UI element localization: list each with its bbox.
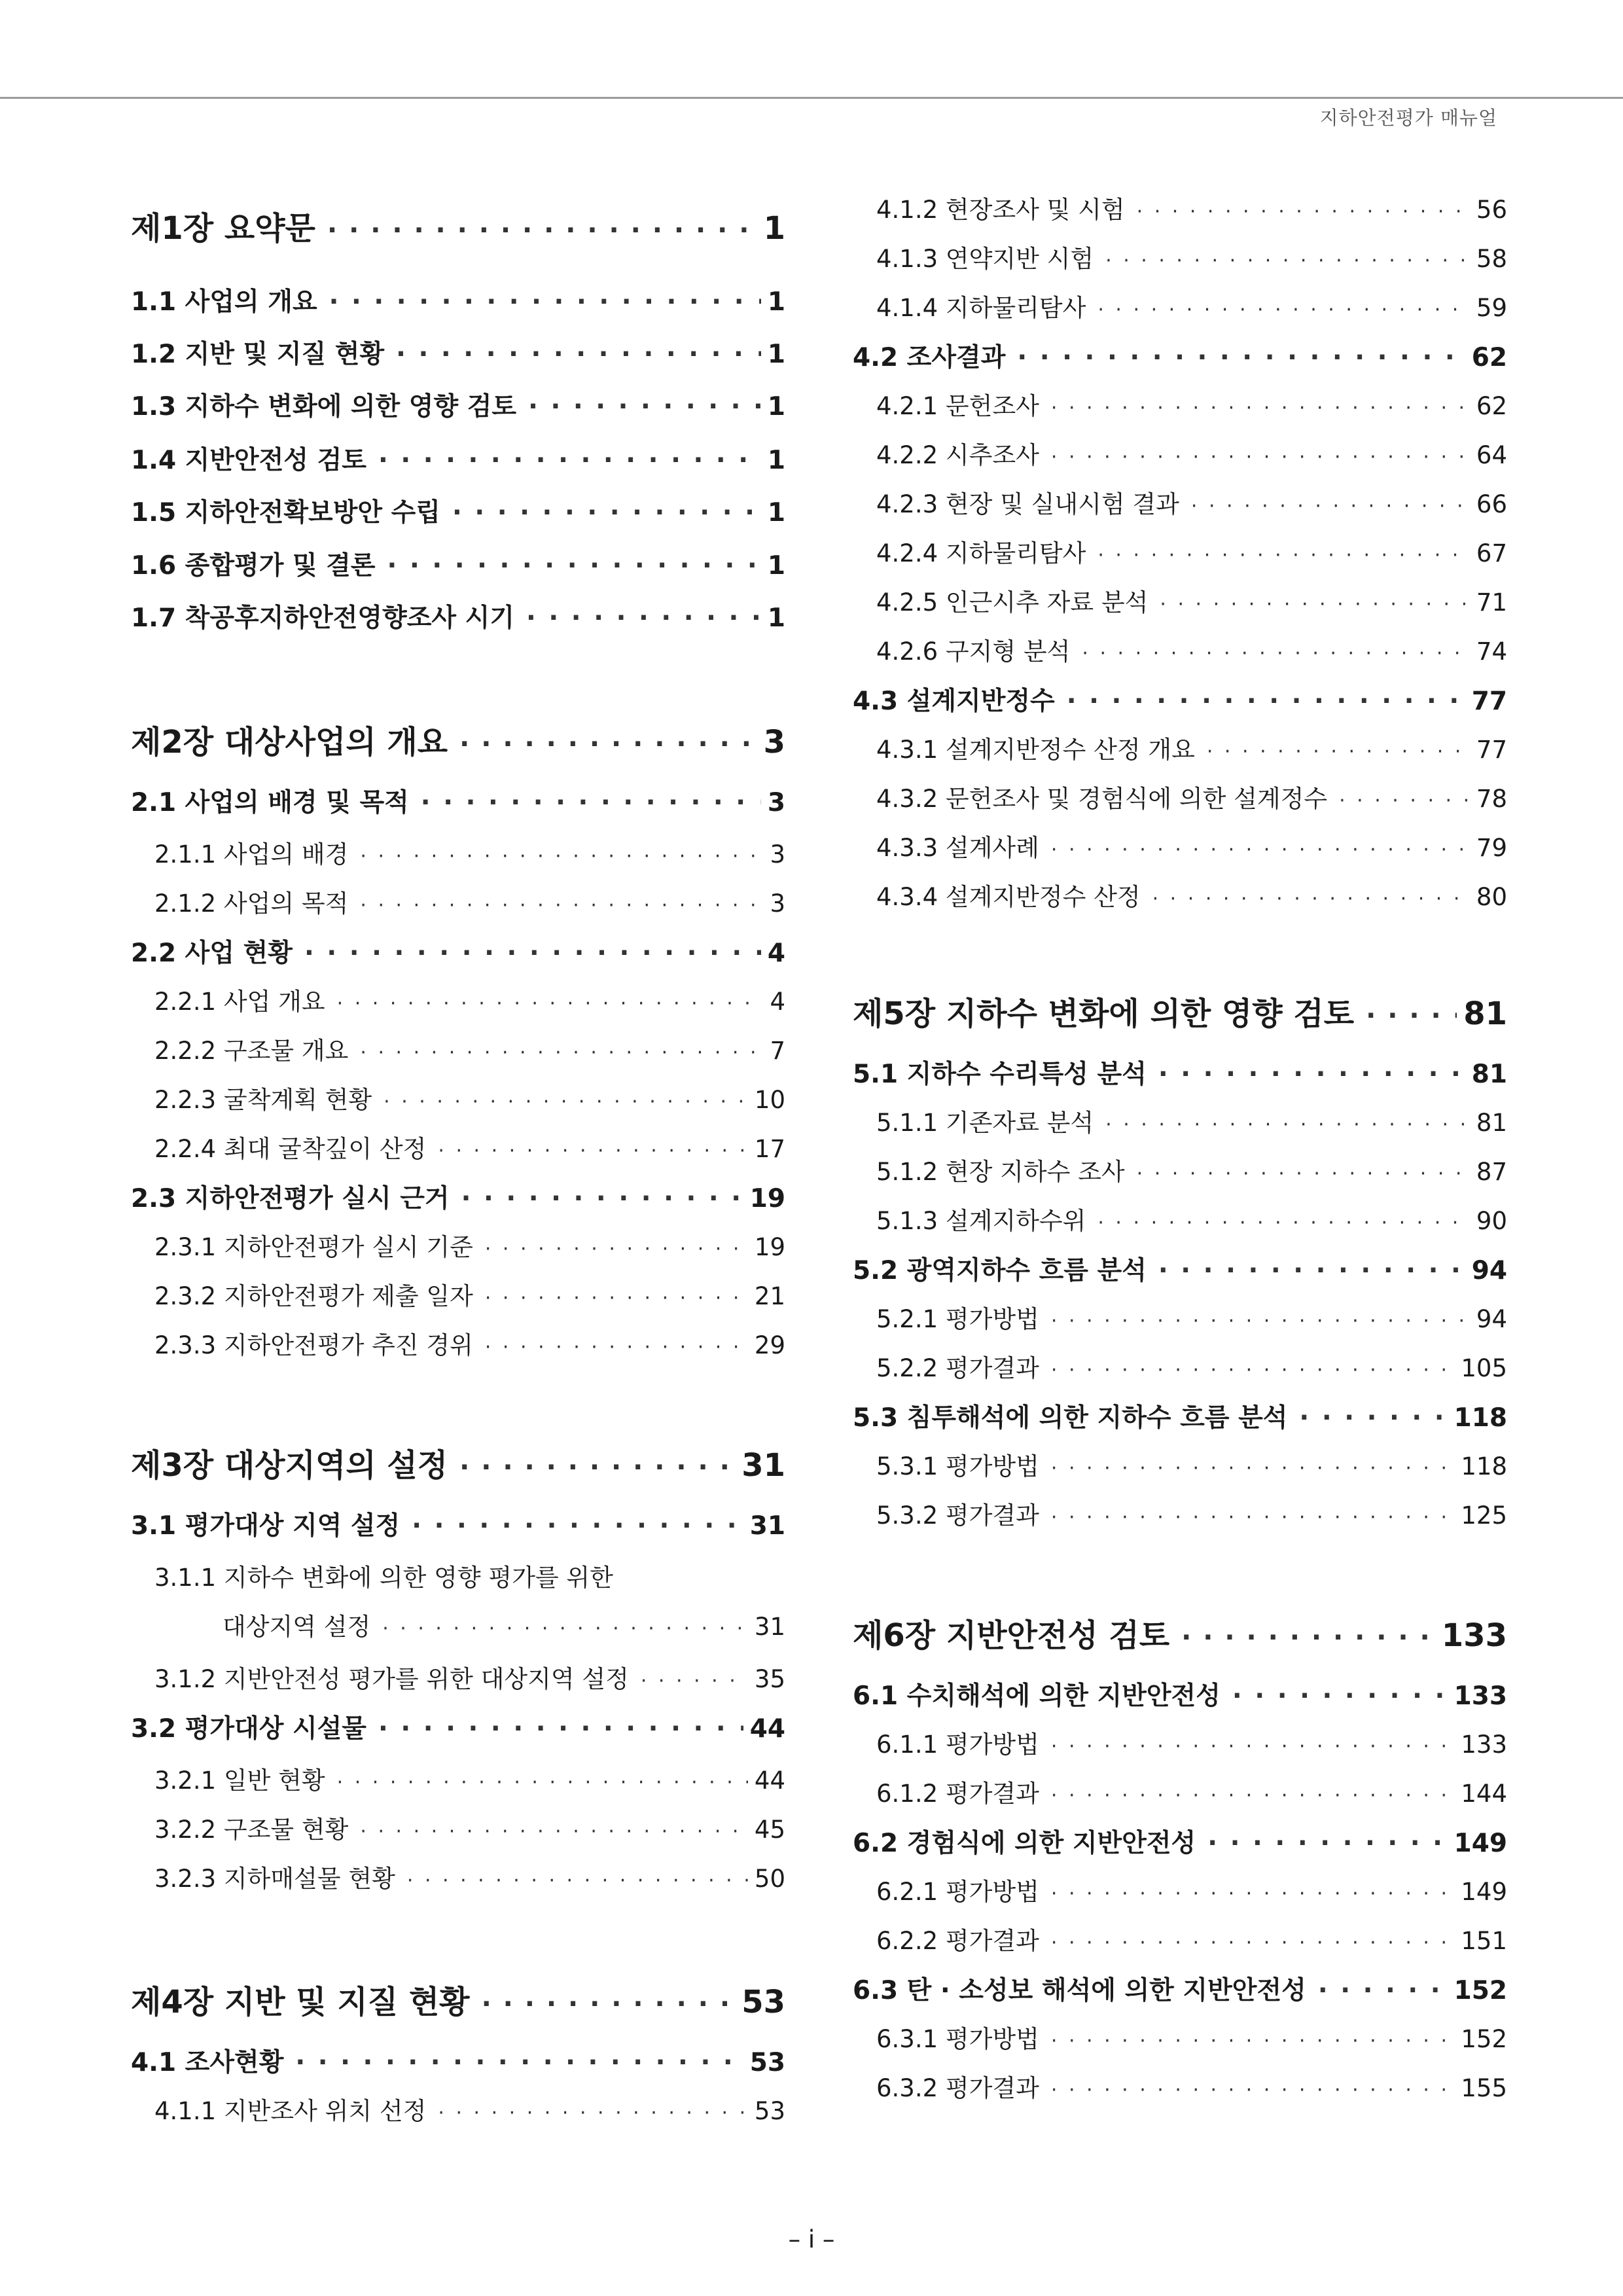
toc-entry-page: 1 — [767, 551, 785, 581]
toc-entry-page: 1 — [767, 498, 785, 528]
toc-entry-page: 149 — [1461, 1878, 1507, 1906]
toc-entry-subsection[interactable] — [131, 1659, 785, 1695]
toc-dot-leader — [360, 845, 763, 868]
toc-entry-label: 5.1.2 현장 지하수 조사 — [876, 1158, 1125, 1186]
toc-entry-chapter[interactable] — [131, 1440, 785, 1485]
toc-entry-section[interactable] — [853, 1054, 1507, 1090]
toc-dot-leader — [1158, 1060, 1465, 1089]
toc-entry-page: 53 — [741, 1984, 785, 2020]
toc-entry-section[interactable] — [131, 1708, 785, 1745]
toc-entry-label: 5.1 지하수 수리특성 분석 — [853, 1060, 1147, 1089]
toc-entry-page: 1 — [767, 603, 785, 633]
toc-entry-subsection[interactable] — [853, 1496, 1507, 1531]
toc-entry-subsection[interactable] — [131, 1859, 785, 1894]
toc-entry-label: 4.1.2 현장조사 및 시험 — [876, 196, 1125, 224]
toc-dot-leader — [1051, 2079, 1455, 2102]
toc-entry-page: 94 — [1471, 1256, 1507, 1285]
toc-entry-subsection[interactable] — [853, 1103, 1507, 1138]
toc-entry-subsection[interactable] — [131, 1129, 785, 1164]
toc-dot-leader — [1152, 888, 1470, 910]
toc-entry-page: 3 — [767, 788, 785, 817]
toc-entry-label: 5.3.1 평가방법 — [876, 1452, 1039, 1480]
toc-dot-leader — [1097, 298, 1470, 321]
toc-entry-label: 4.3.1 설계지반정수 산정 개요 — [876, 736, 1195, 764]
toc-entry-section[interactable] — [853, 1397, 1507, 1434]
toc-entry-page: 105 — [1461, 1354, 1507, 1382]
toc-dot-leader — [378, 446, 761, 475]
toc-entry-label: 제1장 요약문 — [131, 210, 315, 247]
toc-entry-page: 3 — [770, 889, 785, 918]
toc-entry-subsection[interactable] — [853, 2019, 1507, 2054]
toc-dot-leader — [1051, 397, 1470, 420]
toc-entry-label: 3.2.3 지하매설물 현황 — [154, 1865, 395, 1893]
toc-dot-leader — [360, 1041, 763, 1064]
toc-entry-page: 125 — [1461, 1501, 1507, 1530]
toc-entry-chapter[interactable] — [853, 1610, 1507, 1655]
toc-entry-label: 4.2.3 현장 및 실내시험 결과 — [876, 490, 1179, 518]
toc-entry-label: 2.2.4 최대 굴착깊이 산정 — [154, 1135, 427, 1163]
toc-entry-page: 44 — [749, 1714, 785, 1744]
toc-entry-page: 81 — [1463, 996, 1507, 1032]
toc-dot-leader — [304, 939, 761, 968]
toc-entry-page: 155 — [1461, 2074, 1507, 2102]
toc-entry-page: 94 — [1476, 1305, 1507, 1333]
toc-entry-label: 5.2.2 평가결과 — [876, 1354, 1039, 1382]
toc-dot-leader — [383, 1090, 748, 1113]
toc-entry-page: 80 — [1476, 883, 1507, 911]
toc-entry-label: 4.1.3 연약지반 시험 — [876, 245, 1094, 273]
toc-entry-label: 2.2.1 사업 개요 — [154, 988, 325, 1016]
toc-entry-subsection[interactable] — [853, 484, 1507, 520]
toc-entry-page: 1 — [767, 392, 785, 422]
toc-entry-page: 77 — [1476, 736, 1507, 764]
toc-entry-label: 6.3.1 평가방법 — [876, 2025, 1039, 2053]
toc-entry-page: 59 — [1476, 294, 1507, 322]
toc-entry-subsection[interactable] — [131, 1761, 785, 1796]
toc-entry-subsection[interactable] — [853, 386, 1507, 422]
toc-entry-subsection[interactable] — [853, 779, 1507, 814]
toc-dot-leader — [1051, 1784, 1455, 1807]
toc-dot-leader — [360, 894, 763, 917]
toc-dot-leader — [382, 1617, 748, 1640]
toc-entry-page: 66 — [1476, 490, 1507, 518]
toc-dot-leader — [1082, 642, 1470, 665]
toc-entry-section[interactable] — [131, 281, 785, 318]
toc-entry-page: 10 — [754, 1086, 785, 1114]
toc-entry-page: 35 — [754, 1665, 785, 1693]
toc-entry-subsection[interactable] — [853, 1446, 1507, 1482]
toc-entry-subsection[interactable] — [131, 1031, 785, 1066]
toc-dot-leader — [459, 729, 757, 759]
toc-entry-page: 151 — [1461, 1927, 1507, 1955]
toc-dot-leader — [1051, 1931, 1455, 1954]
toc-entry-subsection[interactable] — [853, 1872, 1507, 1907]
toc-entry-page: 62 — [1476, 392, 1507, 420]
toc-entry-label: 6.3 탄 · 소성보 해석에 의한 지반안전성 — [853, 1976, 1306, 2005]
toc-entry-page: 1 — [763, 210, 785, 247]
toc-dot-leader — [1051, 446, 1470, 469]
toc-entry-page: 58 — [1476, 245, 1507, 273]
toc-entry-subsection[interactable] — [853, 1774, 1507, 1809]
running-header-title: 지하안전평가 매뉴얼 — [1319, 107, 1497, 129]
toc-dot-leader — [452, 498, 761, 528]
toc-entry-page: 133 — [1441, 1617, 1507, 1654]
toc-entry-subsection[interactable] — [853, 828, 1507, 863]
toc-dot-leader — [337, 1771, 748, 1794]
toc-entry-section[interactable] — [131, 598, 785, 634]
toc-dot-leader — [1207, 740, 1470, 763]
toc-dot-leader — [327, 215, 757, 245]
toc-entry-subsection[interactable] — [853, 877, 1507, 912]
toc-entry-label: 대상지역 설정 — [223, 1613, 371, 1641]
toc-entry-page: 144 — [1461, 1780, 1507, 1808]
toc-entry-page: 45 — [754, 1816, 785, 1844]
toc-entry-page: 17 — [754, 1135, 785, 1163]
toc-dot-leader — [1181, 1623, 1435, 1653]
toc-entry-label: 4.1 조사현황 — [131, 2048, 284, 2077]
toc-entry-label: 6.2 경험식에 의한 지반안전성 — [853, 1829, 1196, 1858]
toc-dot-leader — [1051, 1457, 1455, 1480]
toc-entry-page: 50 — [754, 1865, 785, 1893]
toc-entry-label: 4.3.2 문헌조사 및 경험식에 의한 설계정수 — [876, 785, 1328, 813]
toc-entry-label: 5.3 침투해석에 의한 지하수 흐름 분석 — [853, 1403, 1288, 1433]
toc-entry-label: 제6장 지반안전성 검토 — [853, 1617, 1170, 1654]
toc-entry-section[interactable] — [853, 1676, 1507, 1712]
toc-entry-label: 제5장 지하수 변화에 의한 영향 검토 — [853, 996, 1355, 1032]
toc-dot-leader — [1339, 789, 1470, 812]
toc-entry-subsection[interactable] — [853, 1921, 1507, 1956]
toc-dot-leader — [641, 1670, 748, 1693]
toc-entry-page: 31 — [741, 1447, 785, 1484]
toc-entry-label: 2.3 지하안전평가 실시 근거 — [131, 1184, 450, 1213]
header-rule — [0, 97, 1623, 99]
toc-dot-leader — [1051, 1735, 1455, 1758]
toc-dot-leader — [528, 392, 761, 422]
toc-entry-label: 제3장 대상지역의 설정 — [131, 1447, 448, 1484]
toc-entry-subsection[interactable] — [853, 1348, 1507, 1384]
toc-entry-subsection[interactable] — [131, 1276, 785, 1312]
toc-entry-section[interactable] — [131, 545, 785, 582]
toc-entry-label: 3.2.2 구조물 현황 — [154, 1816, 349, 1844]
toc-dot-leader — [482, 1989, 736, 2019]
toc-entry-subsection[interactable] — [853, 288, 1507, 323]
toc-entry-label: 1.4 지반안전성 검토 — [131, 446, 366, 475]
toc-dot-leader — [1160, 593, 1470, 616]
toc-entry-page: 81 — [1476, 1109, 1507, 1137]
toc-entry-label: 1.6 종합평가 및 결론 — [131, 551, 376, 581]
toc-entry-label: 3.1 평가대상 지역 설정 — [131, 1511, 401, 1541]
toc-entry-chapter[interactable] — [131, 203, 785, 248]
toc-entry-subsection[interactable] — [853, 435, 1507, 471]
toc-entry-label: 2.3.3 지하안전평가 추진 경위 — [154, 1331, 473, 1359]
toc-entry-page: 118 — [1461, 1452, 1507, 1480]
toc-dot-leader — [1097, 544, 1470, 567]
toc-entry-section[interactable] — [853, 337, 1507, 374]
toc-entry-page: 53 — [749, 2048, 785, 2077]
toc-entry-label: 5.1.3 설계지하수위 — [876, 1207, 1086, 1235]
toc-entry-subsection[interactable] — [853, 239, 1507, 274]
toc-entry-label: 제2장 대상사업의 개요 — [131, 724, 448, 761]
toc-dot-leader — [438, 1139, 748, 1162]
toc-dot-leader — [1191, 495, 1470, 518]
toc-entry-label: 6.1.1 평가방법 — [876, 1731, 1039, 1759]
toc-entry-label: 4.2.6 구지형 분석 — [876, 637, 1071, 666]
toc-entry-label: 4.1.4 지하물리탐사 — [876, 294, 1086, 322]
toc-dot-leader — [1051, 1882, 1455, 1905]
toc-entry-subsection[interactable] — [131, 982, 785, 1017]
toc-entry-page: 149 — [1454, 1829, 1507, 1858]
toc-entry-chapter[interactable] — [131, 1977, 785, 2022]
toc-entry-label: 4.1.1 지반조사 위치 선정 — [154, 2097, 427, 2125]
toc-entry-page: 19 — [749, 1184, 785, 1213]
toc-dot-leader — [485, 1238, 748, 1261]
toc-entry-label: 1.1 사업의 개요 — [131, 287, 317, 317]
toc-entry-subsection[interactable] — [853, 190, 1507, 225]
toc-dot-leader — [1051, 1359, 1455, 1382]
toc-entry-page: 133 — [1461, 1731, 1507, 1759]
toc-entry-chapter[interactable] — [853, 988, 1507, 1033]
toc-dot-leader — [1207, 1829, 1447, 1858]
toc-entry-label: 2.3.2 지하안전평가 제출 일자 — [154, 1282, 473, 1310]
toc-dot-leader — [387, 551, 761, 581]
toc-entry-label: 3.1.1 지하수 변화에 의한 영향 평가를 위한 — [154, 1564, 613, 1592]
toc-entry-page: 87 — [1476, 1158, 1507, 1186]
toc-entry-subsection[interactable] — [853, 632, 1507, 667]
page-number: – i – — [788, 2225, 835, 2253]
toc-dot-leader — [1051, 1506, 1455, 1529]
toc-entry-page: 31 — [754, 1613, 785, 1641]
toc-entry-subsection[interactable] — [131, 1607, 785, 1642]
toc-entry-page: 3 — [763, 724, 785, 761]
toc-entry-section[interactable] — [853, 681, 1507, 717]
toc-entry-page: 19 — [754, 1233, 785, 1261]
toc-entry-label: 5.2.1 평가방법 — [876, 1305, 1039, 1333]
toc-dot-leader — [1051, 1310, 1470, 1333]
toc-entry-page: 81 — [1471, 1060, 1507, 1089]
toc-entry-page: 4 — [767, 939, 785, 968]
toc-entry-label: 4.3.3 설계사례 — [876, 834, 1039, 862]
toc-dot-leader — [1017, 343, 1465, 372]
toc-dot-leader — [1137, 200, 1470, 223]
toc-dot-leader — [1051, 838, 1470, 861]
toc-entry-chapter[interactable] — [131, 717, 785, 762]
toc-entry-subsection[interactable] — [853, 583, 1507, 618]
toc-entry-page: 64 — [1476, 441, 1507, 469]
toc-entry-page: 67 — [1476, 539, 1507, 567]
toc-dot-leader — [329, 287, 761, 317]
toc-entry-label: 6.1.2 평가결과 — [876, 1780, 1039, 1808]
toc-entry-label: 3.2 평가대상 시설물 — [131, 1714, 366, 1744]
toc-entry-label: 2.2 사업 현황 — [131, 939, 293, 968]
toc-entry-label: 1.3 지하수 변화에 의한 영향 검토 — [131, 392, 517, 422]
toc-entry-page: 90 — [1476, 1207, 1507, 1235]
toc-entry-label: 5.2 광역지하수 흐름 분석 — [853, 1256, 1147, 1285]
toc-entry-page: 77 — [1471, 687, 1507, 716]
toc-dot-leader — [485, 1336, 748, 1359]
toc-entry-section[interactable] — [131, 1505, 785, 1542]
toc-entry-section[interactable] — [853, 1250, 1507, 1287]
toc-entry-page: 62 — [1471, 343, 1507, 372]
toc-entry-label: 2.1.1 사업의 배경 — [154, 840, 349, 869]
toc-dot-leader — [360, 1820, 748, 1843]
toc-entry-subsection[interactable] — [131, 2091, 785, 2126]
toc-entry-label: 1.7 착공후지하안전영향조사 시기 — [131, 603, 515, 633]
toc-entry-subsection[interactable] — [853, 2068, 1507, 2104]
toc-dot-leader — [295, 2048, 743, 2077]
toc-entry-subsection[interactable] — [131, 834, 785, 870]
toc-dot-leader — [1051, 2030, 1455, 2053]
toc-entry-page: 71 — [1476, 588, 1507, 617]
toc-entry-section[interactable] — [853, 1823, 1507, 1859]
toc-dot-leader — [485, 1287, 748, 1310]
toc-entry-page: 152 — [1454, 1976, 1507, 2005]
toc-entry-page: 21 — [754, 1282, 785, 1310]
toc-entry-page: 29 — [754, 1331, 785, 1359]
toc-entry-page: 7 — [770, 1037, 785, 1065]
toc-entry-page: 152 — [1461, 2025, 1507, 2053]
toc-entry-label: 3.1.2 지반안전성 평가를 위한 대상지역 설정 — [154, 1665, 629, 1693]
toc-entry-label: 1.5 지하안전확보방안 수립 — [131, 498, 440, 528]
toc-entry-label: 4.2.5 인근시추 자료 분석 — [876, 588, 1149, 617]
toc-entry-label: 2.1 사업의 배경 및 목적 — [131, 788, 409, 817]
toc-entry-page: 53 — [754, 2097, 785, 2125]
toc-entry-subsection[interactable] — [853, 533, 1507, 569]
toc-entry-subsection[interactable] — [131, 1325, 785, 1361]
toc-entry-label: 4.2.4 지하물리탐사 — [876, 539, 1086, 567]
toc-dot-leader — [438, 2102, 748, 2125]
toc-entry-label: 3.2.1 일반 현황 — [154, 1767, 325, 1795]
toc-entry-section[interactable] — [131, 2042, 785, 2079]
toc-entry-section[interactable] — [131, 492, 785, 529]
toc-dot-leader — [526, 603, 761, 633]
toc-entry-label: 4.2 조사결과 — [853, 343, 1006, 372]
toc-dot-leader — [421, 788, 761, 817]
toc-entry-page: 78 — [1476, 785, 1507, 813]
toc-entry-page: 1 — [767, 287, 785, 317]
toc-entry-section[interactable] — [131, 386, 785, 423]
toc-entry-page: 133 — [1454, 1681, 1507, 1711]
toc-entry-page: 3 — [770, 840, 785, 869]
toc-entry-section[interactable] — [853, 1970, 1507, 2007]
toc-dot-leader — [1137, 1162, 1470, 1185]
toc-entry-subsection[interactable] — [131, 1810, 785, 1845]
toc-entry-section[interactable] — [131, 440, 785, 476]
toc-entry-subsection[interactable] — [853, 1201, 1507, 1236]
toc-dot-leader — [461, 1184, 743, 1213]
toc-entry-label: 5.1.1 기존자료 분석 — [876, 1109, 1094, 1137]
toc-entry-subsection[interactable] — [853, 1725, 1507, 1760]
toc-entry-page: 56 — [1476, 196, 1507, 224]
toc-entry-page: 79 — [1476, 834, 1507, 862]
toc-dot-leader — [1366, 1001, 1457, 1031]
toc-dot-leader — [407, 1869, 748, 1892]
toc-dot-leader — [412, 1511, 743, 1541]
toc-entry-section[interactable] — [131, 782, 785, 819]
toc-entry-label: 6.2.2 평가결과 — [876, 1927, 1039, 1955]
toc-entry-subsection[interactable] — [853, 1299, 1507, 1335]
toc-dot-leader — [1158, 1256, 1465, 1285]
toc-dot-leader — [1318, 1976, 1448, 2005]
toc-entry-label: 4.2.1 문헌조사 — [876, 392, 1039, 420]
toc-dot-leader — [378, 1714, 743, 1744]
toc-entry-label: 4.3.4 설계지반정수 산정 — [876, 883, 1141, 911]
toc-entry-subsection[interactable] — [853, 1152, 1507, 1187]
toc-entry-label: 5.3.2 평가결과 — [876, 1501, 1039, 1530]
toc-entry-label: 1.2 지반 및 지질 현황 — [131, 340, 385, 369]
toc-dot-leader — [396, 340, 761, 369]
toc-entry-page: 44 — [754, 1767, 785, 1795]
toc-entry-page: 1 — [767, 446, 785, 475]
toc-entry-label: 제4장 지반 및 지질 현황 — [131, 1984, 470, 2020]
toc-dot-leader — [1299, 1403, 1447, 1433]
toc-entry-page: 118 — [1454, 1403, 1507, 1433]
toc-entry-page: 31 — [749, 1511, 785, 1541]
toc-dot-leader — [337, 992, 764, 1015]
toc-entry-subsection[interactable] — [853, 730, 1507, 765]
toc-entry-label: 2.1.2 사업의 목적 — [154, 889, 349, 918]
toc-entry-section[interactable] — [131, 933, 785, 969]
toc-dot-leader — [1097, 1211, 1470, 1234]
toc-entry-label: 6.2.1 평가방법 — [876, 1878, 1039, 1906]
toc-entry-page: 74 — [1476, 637, 1507, 666]
toc-entry-label: 6.1 수치해석에 의한 지반안전성 — [853, 1681, 1221, 1711]
toc-entry-subsection[interactable] — [131, 884, 785, 919]
toc-entry-subsection[interactable] — [131, 1558, 785, 1593]
toc-entry-page: 4 — [770, 988, 785, 1016]
toc-entry-label: 2.2.3 굴착계획 현황 — [154, 1086, 372, 1114]
toc-entry-label: 4.2.2 시추조사 — [876, 441, 1039, 469]
toc-dot-leader — [459, 1452, 735, 1482]
toc-entry-section[interactable] — [131, 1178, 785, 1215]
toc-entry-subsection[interactable] — [131, 1227, 785, 1263]
toc-entry-label: 2.3.1 지하안전평가 실시 기준 — [154, 1233, 473, 1261]
toc-dot-leader — [1232, 1681, 1448, 1711]
toc-entry-label: 2.2.2 구조물 개요 — [154, 1037, 349, 1065]
toc-dot-leader — [1105, 1113, 1470, 1136]
toc-entry-label: 4.3 설계지반정수 — [853, 687, 1055, 716]
toc-entry-subsection[interactable] — [131, 1080, 785, 1115]
toc-entry-label: 6.3.2 평가결과 — [876, 2074, 1039, 2102]
toc-dot-leader — [1067, 687, 1465, 716]
toc-entry-page: 1 — [767, 340, 785, 369]
toc-dot-leader — [1105, 249, 1470, 272]
toc-entry-section[interactable] — [131, 334, 785, 370]
